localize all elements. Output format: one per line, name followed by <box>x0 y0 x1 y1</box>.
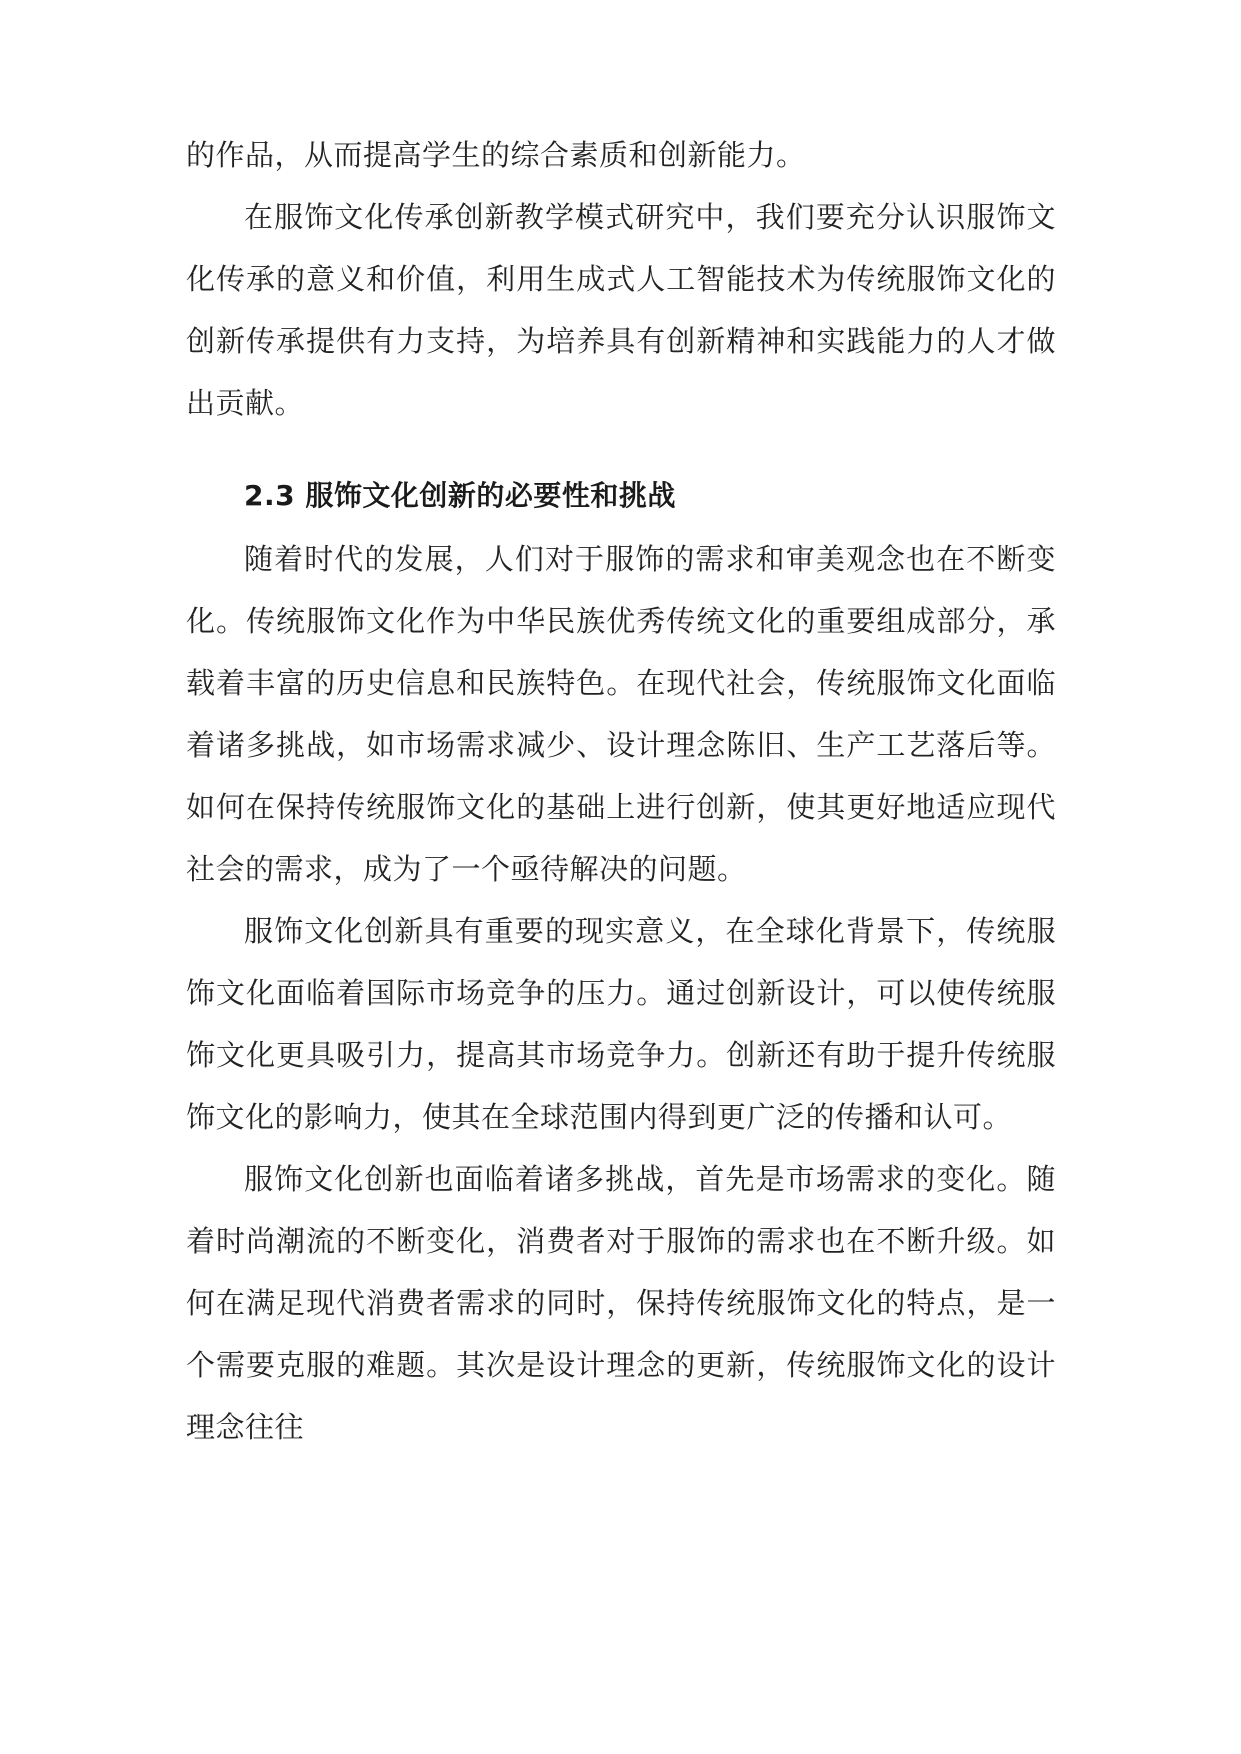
section-heading: 2.3 服饰文化创新的必要性和挑战 <box>244 479 676 512</box>
paragraph-significance: 服饰文化创新具有重要的现实意义，在全球化背景下，传统服饰文化面临着国际市场竞争的压力。通过创新设计，可以使传统服饰文化更具吸引力，提高其市场竞争力。创新还有助于提升传统服饰文化的影响力，使其在全球范围内得到更广泛的传播和认可。 <box>186 914 1056 1134</box>
paragraph-challenges: 服饰文化创新也面临着诸多挑战，首先是市场需求的变化。随着时尚潮流的不断变化，消费者对于服饰的需求也在不断升级。如何在满足现代消费者需求的同时，保持传统服饰文化的特点，是一个需要克服的难题。其次是设计理念的更新，传统服饰文化的设计理念往往 <box>186 1162 1056 1444</box>
paragraph-inheritance-summary: 在服饰文化传承创新教学模式研究中，我们要充分认识服饰文化传承的意义和价值，利用生成式人工智能技术为传统服饰文化的创新传承提供有力支持，为培养具有创新精神和实践能力的人才做出贡献。 <box>186 200 1056 420</box>
paragraph-continuation: 的作品，从而提高学生的综合素质和创新能力。 <box>186 138 806 172</box>
document-page <box>186 124 1056 1458</box>
paragraph-necessity: 随着时代的发展，人们对于服饰的需求和审美观念也在不断变化。传统服饰文化作为中华民族优秀传统文化的重要组成部分，承载着丰富的历史信息和民族特色。在现代社会，传统服饰文化面临着诸多挑战，如市场需求减少、设计理念陈旧、生产工艺落后等。如何在保持传统服饰文化的基础上进行创新，使其更好地适应现代社会的需求，成为了一个亟待解决的问题。 <box>186 542 1056 886</box>
